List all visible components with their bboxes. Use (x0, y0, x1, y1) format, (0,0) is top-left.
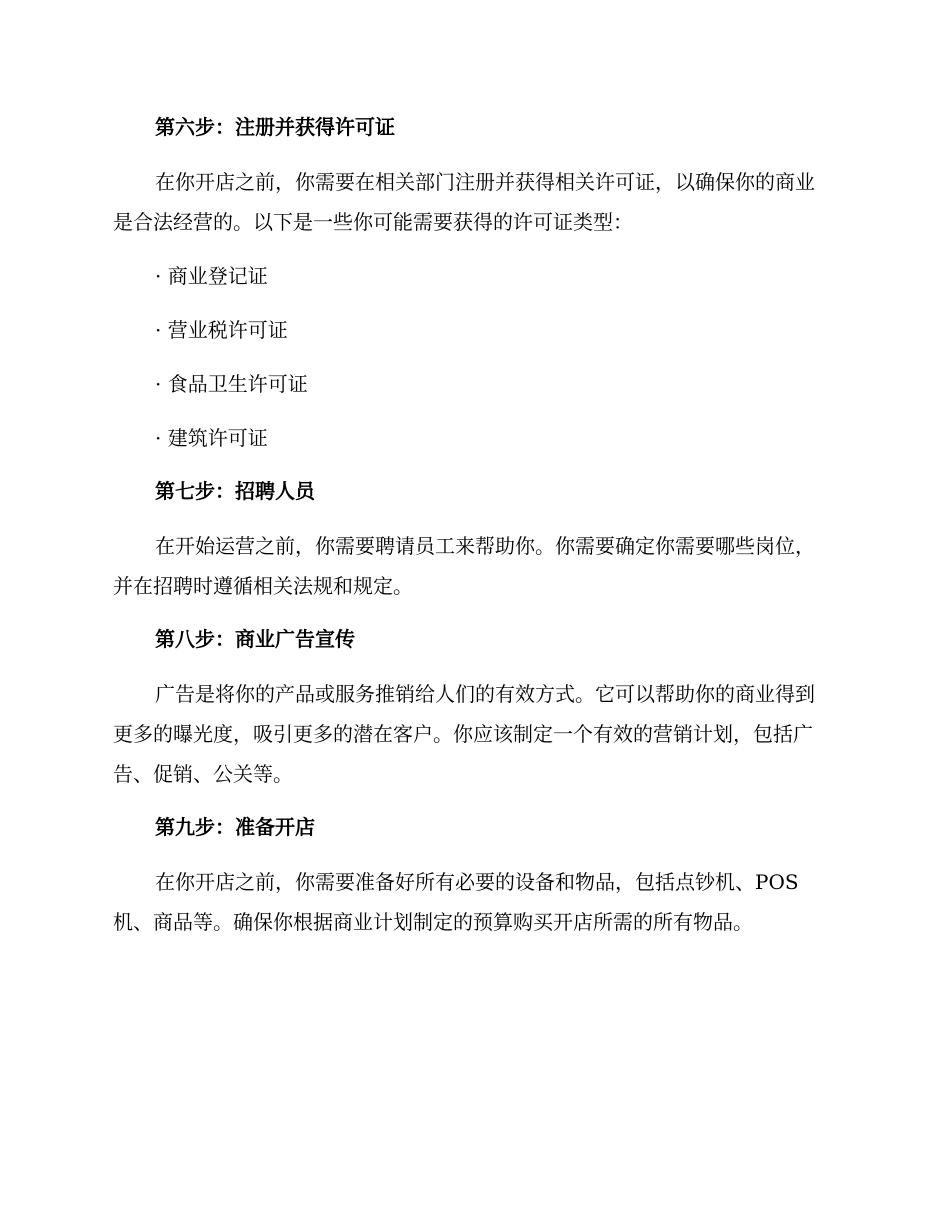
section-paragraph-step-9: 在你开店之前，你需要准备好所有必要的设备和物品，包括点钞机、POS 机、商品等。确保你根据商业计划制定的预算购买开店所需的所有物品。 (113, 870, 799, 934)
list-item: · 商业登记证 (155, 264, 268, 288)
section-heading-step-7: 第七步：招聘人员 (155, 479, 315, 503)
list-item: · 食品卫生许可证 (155, 372, 308, 396)
list-item: · 营业税许可证 (155, 318, 288, 342)
document-body (113, 108, 833, 942)
section-paragraph-step-6: 在你开店之前，你需要在相关部门注册并获得相关许可证，以确保你的商业是合法经营的。以下是一些你可能需要获得的许可证类型： (113, 170, 815, 234)
list-item: · 建筑许可证 (155, 426, 268, 450)
section-paragraph-step-7: 在开始运营之前，你需要聘请员工来帮助你。你需要确定你需要哪些岗位，并在招聘时遵循相关法规和规定。 (113, 534, 815, 598)
section-paragraph-step-8: 广告是将你的产品或服务推销给人们的有效方式。它可以帮助你的商业得到更多的曝光度，吸引更多的潜在客户。你应该制定一个有效的营销计划，包括广告、促销、公关等。 (113, 682, 815, 786)
section-heading-step-9: 第九步：准备开店 (155, 815, 315, 839)
section-heading-step-6: 第六步：注册并获得许可证 (155, 115, 395, 139)
section-heading-step-8: 第八步：商业广告宣传 (155, 627, 355, 651)
